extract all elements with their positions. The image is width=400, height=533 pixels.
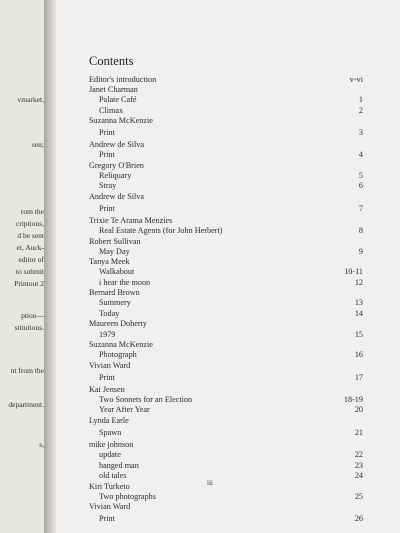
- contents-entry-work: [89, 371, 363, 385]
- entry-title: Tanya Meek: [89, 257, 130, 267]
- facing-page-text: nt from the: [10, 366, 44, 375]
- entry-title: Suzanna McKenzie: [89, 340, 153, 350]
- entry-title: Kiri Turketo: [89, 481, 130, 491]
- contents-entry-author: [89, 361, 363, 371]
- contents-entry-work: [89, 426, 363, 440]
- entry-page-number: 3: [358, 128, 363, 138]
- entry-title: i hear the moon: [99, 277, 151, 287]
- entry-title: Andrew de Silva: [89, 191, 145, 201]
- contents-entry-work: [89, 330, 363, 341]
- facing-page-text: sen;: [31, 140, 44, 149]
- facing-page-text: criptions,: [15, 219, 44, 228]
- contents-entry-author: [89, 216, 363, 226]
- facing-page-text: stitutions.: [14, 323, 44, 332]
- contents-entry-work: [89, 471, 363, 482]
- entry-title: Reliquary: [99, 170, 132, 180]
- entry-title: Climax: [99, 105, 124, 115]
- facing-page-edge: [0, 0, 46, 533]
- entry-title: 1979: [99, 329, 116, 339]
- contents-entry-author: [89, 319, 363, 329]
- contents-entry-work: [89, 267, 363, 278]
- entry-title: Palate Café: [99, 95, 137, 105]
- entry-title: Vivian Ward: [89, 360, 131, 370]
- entry-title: old tales: [99, 471, 127, 480]
- entry-title: Stray: [99, 181, 117, 191]
- contents-entry-author: [89, 116, 363, 126]
- entry-title: May Day: [99, 246, 130, 256]
- entry-page-number: 1: [358, 95, 363, 105]
- facing-page-text: et, Auck-: [16, 243, 44, 252]
- entry-title: Year After Year: [99, 405, 150, 415]
- entry-title: hanged man: [99, 460, 139, 470]
- contents-entry-work: [89, 171, 363, 182]
- contents-entry-work: [89, 106, 363, 117]
- entry-title: Photograph: [99, 350, 137, 360]
- entry-page-number: 13: [354, 298, 363, 308]
- entry-title: Bernard Brown: [89, 288, 140, 298]
- entry-title: Two Sonnets for an Election: [99, 394, 193, 404]
- contents-entry-work: [89, 461, 363, 472]
- contents-entry-author: [89, 140, 363, 150]
- entry-title: mike johnson: [89, 439, 134, 449]
- entry-page-number: 24: [354, 471, 363, 480]
- entry-title: Editor's introduction: [89, 75, 157, 84]
- entry-page-number: 12: [354, 277, 363, 287]
- contents-entry-work: [89, 181, 363, 192]
- facing-page-text: rom the: [20, 207, 44, 216]
- contents-entry-work: [89, 126, 363, 140]
- entry-page-number: 9: [358, 246, 363, 256]
- entry-page-number: 7: [358, 204, 363, 214]
- entry-title: Janet Charman: [89, 85, 138, 95]
- contents-entry-author: [89, 440, 363, 450]
- contents-entry-work: [89, 309, 363, 320]
- contents-entry-work: [89, 298, 363, 309]
- entry-title: Maureen Doherty: [89, 319, 147, 329]
- page-number: iii: [207, 479, 213, 487]
- entry-title: Today: [99, 308, 120, 318]
- entry-page-number: 21: [354, 427, 363, 437]
- contents-entry-work: [89, 450, 363, 461]
- entry-page-number: 18-19: [343, 394, 363, 404]
- entry-title: Print: [99, 128, 115, 138]
- entry-page-number: 2: [358, 105, 363, 115]
- contents-entry-author: [89, 416, 363, 426]
- entry-title: Gregory O'Brien: [89, 160, 144, 170]
- contents-entry-work: [89, 405, 363, 416]
- entry-page-number: 6: [358, 181, 363, 191]
- entry-page-number: v-vi: [349, 75, 363, 84]
- entry-page-number: 8: [358, 226, 363, 236]
- entry-title: Print: [99, 372, 115, 382]
- contents-entry-work: [89, 512, 363, 526]
- entry-title: Print: [99, 204, 115, 214]
- facing-page-text: ption—: [21, 311, 44, 320]
- entry-title: Summery: [99, 298, 131, 308]
- contents-entry-work: [89, 492, 363, 503]
- contents-entry-work: [89, 95, 363, 106]
- contents-entry-work: [89, 247, 363, 258]
- contents-entry-author: [89, 340, 363, 350]
- facing-page-text: department.: [8, 400, 44, 409]
- contents-block: [89, 54, 363, 526]
- contents-heading: Contents: [89, 54, 134, 68]
- entry-page-number: 23: [354, 460, 363, 470]
- entry-title: Lynda Earle: [89, 415, 129, 425]
- entry-title: Robert Sullivan: [89, 236, 141, 246]
- entry-page-number: 10-11: [344, 267, 363, 277]
- facing-page-text: d be sent: [17, 231, 44, 240]
- facing-page-text: s,: [39, 440, 44, 449]
- entry-title: Suzanna McKenzie: [89, 116, 153, 126]
- entry-page-number: 5: [358, 170, 363, 180]
- contents-entry-author: [89, 192, 363, 202]
- contents-entry-author: [89, 75, 363, 85]
- entry-title: Two photographs: [99, 491, 156, 501]
- entry-title: update: [99, 450, 121, 459]
- contents-entry-author: [89, 257, 363, 267]
- entry-page-number: 14: [354, 308, 363, 318]
- contents-entry-author: [89, 161, 363, 171]
- contents-entry-author: [89, 502, 363, 512]
- contents-entry-work: [89, 150, 363, 161]
- entry-title: Print: [99, 150, 115, 160]
- entry-page-number: 26: [354, 514, 363, 524]
- entry-page-number: 25: [354, 491, 363, 501]
- entry-title: Kai Jensen: [89, 384, 125, 394]
- entry-title: Spawn: [99, 427, 122, 437]
- entry-title: Vivian Ward: [89, 502, 131, 512]
- entry-title: Trixie Te Arama Menzies: [89, 216, 173, 226]
- contents-entry-work: [89, 395, 363, 406]
- contents-entry-author: [89, 85, 363, 95]
- contents-entry-work: [89, 226, 363, 237]
- contents-entry-work: [89, 350, 363, 361]
- entry-page-number: 17: [354, 372, 363, 382]
- contents-page: [56, 0, 400, 533]
- facing-page-text: editor of: [18, 255, 44, 264]
- contents-entry-author: [89, 288, 363, 298]
- contents-entry-author: [89, 237, 363, 247]
- entry-title: Real Estate Agents (for John Herbert): [99, 226, 223, 236]
- facing-page-text: vmarket,: [17, 95, 44, 104]
- entry-page-number: 20: [354, 405, 363, 415]
- entry-title: Walkabout: [99, 267, 135, 277]
- contents-entry-author: [89, 482, 363, 492]
- facing-page-text: Printout 2: [14, 279, 44, 288]
- entry-title: Andrew de Silva: [89, 140, 145, 150]
- contents-list: [89, 75, 363, 526]
- contents-entry-work: [89, 202, 363, 216]
- entry-page-number: 16: [354, 350, 363, 360]
- entry-page-number: 15: [354, 329, 363, 339]
- contents-entry-author: [89, 385, 363, 395]
- entry-title: Print: [99, 514, 115, 524]
- contents-entry-work: [89, 278, 363, 289]
- entry-page-number: 22: [354, 450, 363, 459]
- facing-page-text: to submit: [15, 267, 44, 276]
- entry-page-number: 4: [358, 150, 363, 160]
